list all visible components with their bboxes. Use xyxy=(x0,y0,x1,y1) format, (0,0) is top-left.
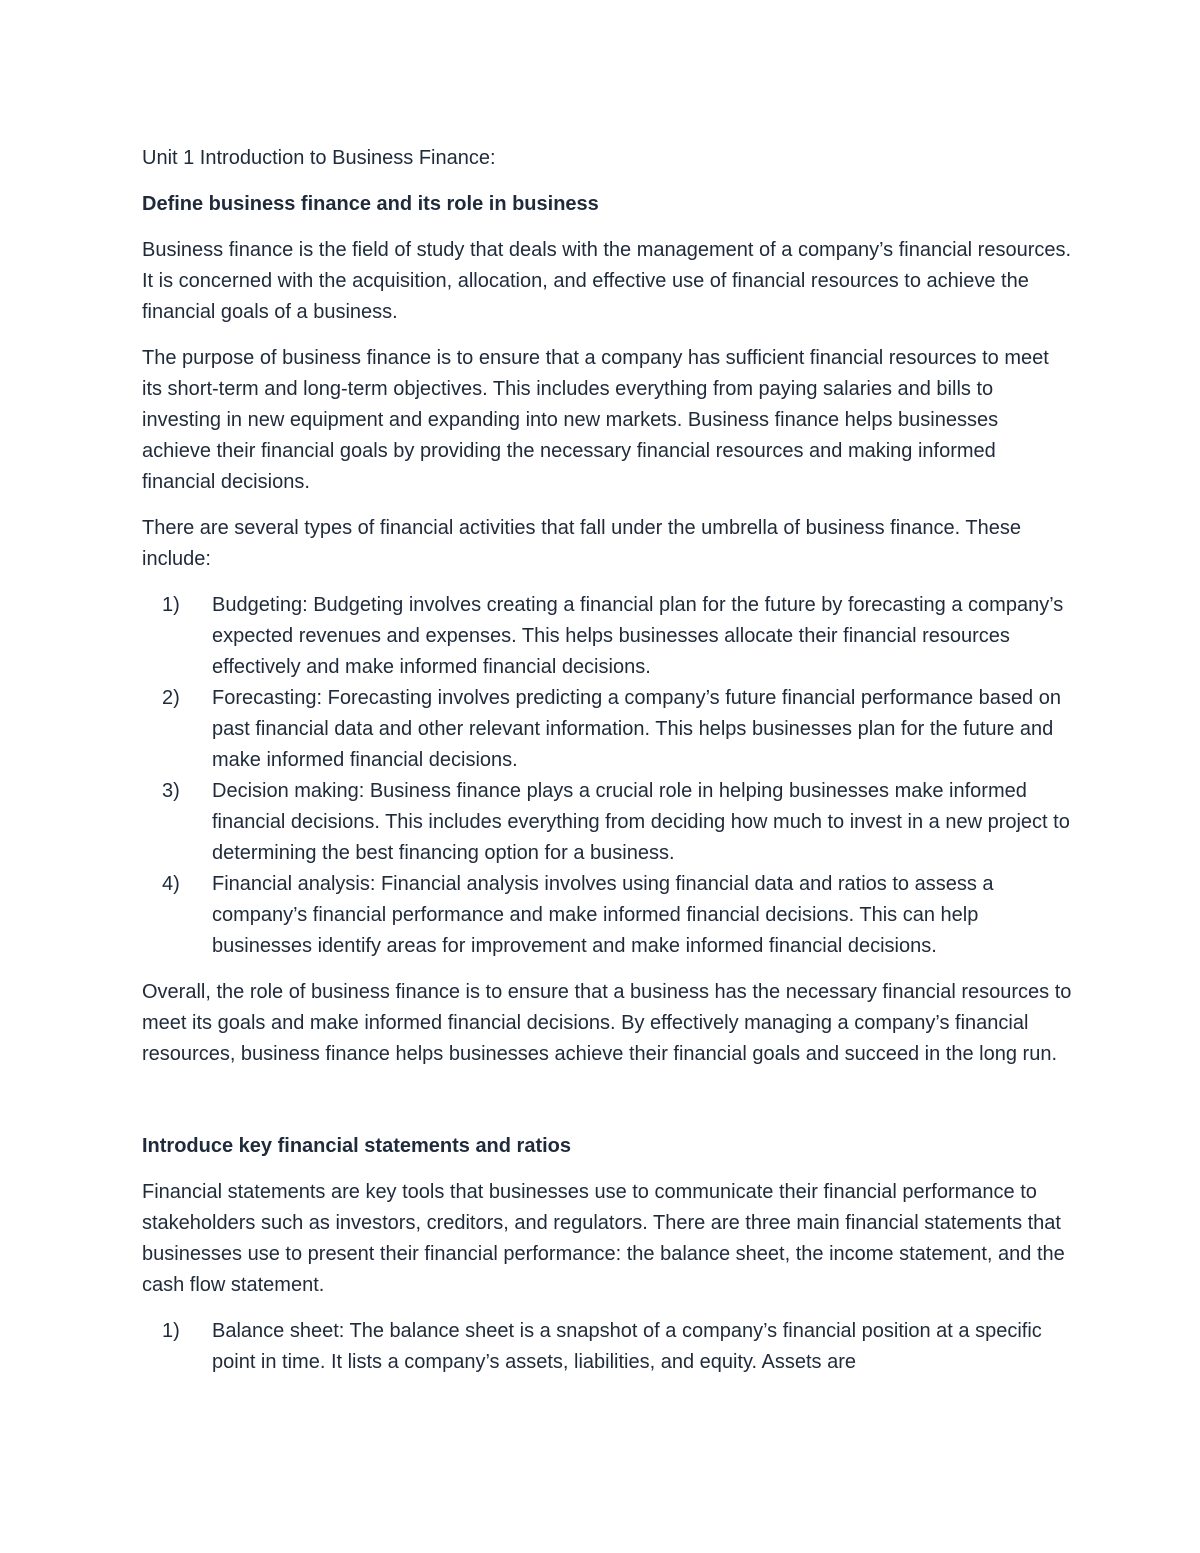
paragraph-types-intro: There are several types of financial activities that fall under the umbrella of business finance. These include: xyxy=(142,517,1021,570)
paragraph-definition: Business finance is the field of study that deals with the management of a company’s financial resources. It is concerned with the acquisition, allocation, and effective use of financial resources to achieve the financial goals of a business. xyxy=(142,239,1072,323)
paragraph-overall: Overall, the role of business finance is to ensure that a business has the necessary financial resources to meet its goals and make informed financial decisions. By effectively managing a company’s financial resources, business finance helps businesses achieve their financial goals and succeed in the long run. xyxy=(142,981,1072,1065)
list-item-number: 3) xyxy=(162,780,180,802)
list-item xyxy=(142,1316,1072,1378)
list-item-number: 1) xyxy=(162,594,180,616)
section-heading-financial-statements: Introduce key financial statements and ratios xyxy=(142,1135,572,1157)
list-item-text: Forecasting: Forecasting involves predicting a company’s future financial performance based on past financial data and other relevant information. This helps businesses plan for the future and make informed financial decisions. xyxy=(212,687,1061,771)
financial-statements-list xyxy=(142,1316,1072,1378)
list-item-text: Balance sheet: The balance sheet is a snapshot of a company’s financial position at a specific point in time. It lists a company’s assets, liabilities, and equity. Assets are xyxy=(212,1320,1042,1373)
paragraph-purpose: The purpose of business finance is to ensure that a company has sufficient financial resources to meet its short-term and long-term objectives. This includes everything from paying salaries and bills to investing in new equipment and expanding into new markets. Business finance helps businesses achieve their financial goals by providing the necessary financial resources and making informed financial decisions. xyxy=(142,347,1049,493)
list-item-number: 4) xyxy=(162,873,180,895)
list-item xyxy=(142,683,1072,776)
list-item xyxy=(142,590,1072,683)
section-heading-define-business-finance: Define business finance and its role in business xyxy=(142,193,599,215)
list-item-number: 1) xyxy=(162,1320,180,1342)
list-item-number: 2) xyxy=(162,687,180,709)
list-item-text: Financial analysis: Financial analysis involves using financial data and ratios to assess a company’s financial performance and make informed financial decisions. This can help businesses identify areas for improvement and make informed financial decisions. xyxy=(212,873,994,957)
financial-activities-list xyxy=(142,590,1072,962)
unit-title: Unit 1 Introduction to Business Finance: xyxy=(142,147,496,169)
paragraph-financial-statements: Financial statements are key tools that businesses use to communicate their financial performance to stakeholders such as investors, creditors, and regulators. There are three main financial statements that businesses use to present their financial performance: the balance sheet, the income statement, and the cash flow statement. xyxy=(142,1181,1065,1296)
list-item xyxy=(142,869,1072,962)
list-item xyxy=(142,776,1072,869)
list-item-text: Budgeting: Budgeting involves creating a financial plan for the future by forecasting a company’s expected revenues and expenses. This helps businesses allocate their financial resources effectively and make informed financial decisions. xyxy=(212,594,1064,678)
document-body xyxy=(142,143,1072,1393)
list-item-text: Decision making: Business finance plays a crucial role in helping businesses make informed financial decisions. This includes everything from deciding how much to invest in a new project to determining the best financing option for a business. xyxy=(212,780,1070,864)
blank-line xyxy=(142,1085,1072,1131)
